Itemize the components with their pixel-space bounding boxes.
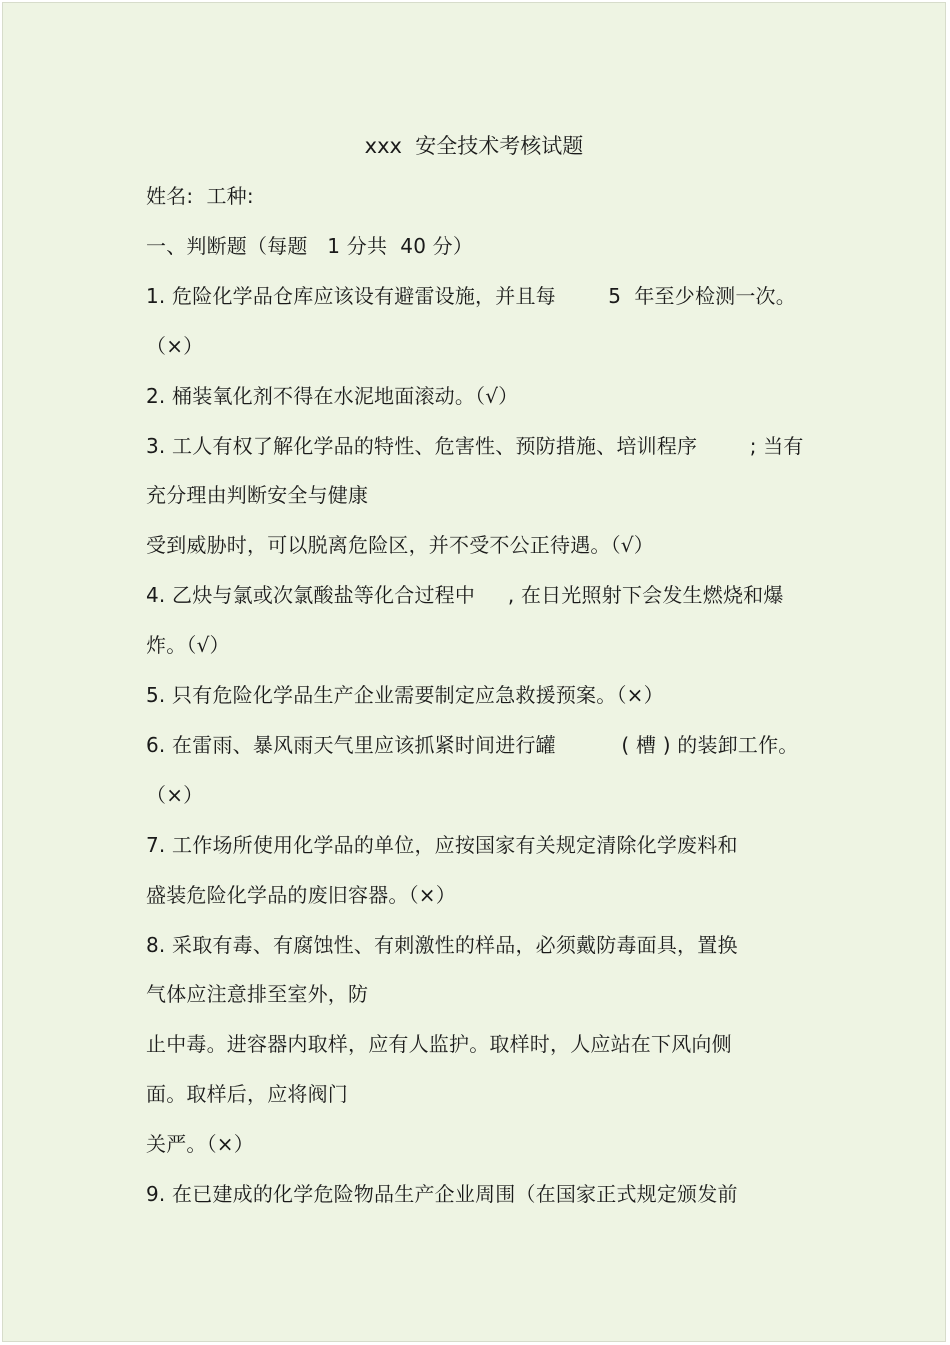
text-line: 姓名: 工种: (146, 184, 254, 208)
text-line: 盛装危险化学品的废旧容器。（×） (146, 882, 456, 907)
document-page (2, 2, 946, 1342)
text-line: 关严。（×） (146, 1132, 254, 1157)
text-line: （×） (146, 782, 204, 807)
text-line: 一、判断题（每题 1 分共 40 分） (146, 233, 474, 258)
text-line: 3. 工人有权了解化学品的特性、危害性、预防措施、培训程序 ; 当有 (146, 433, 804, 458)
text-line: 受到威胁时，可以脱离危险区，并不受不公正待遇。（√） (146, 533, 654, 558)
text-line: 气体应注意排至室外，防 (146, 982, 369, 1007)
text-line: 5. 只有危险化学品生产企业需要制定应急救援预案。（×） (146, 683, 664, 707)
text-line: 止中毒。进容器内取样，应有人监护。取样时，人应站在下风向侧 (146, 1032, 732, 1057)
text-line: 4. 乙炔与氯或次氯酸盐等化合过程中 , 在日光照射下会发生燃烧和爆 (146, 583, 784, 608)
document-title: xxx 安全技术考核试题 (364, 134, 584, 158)
text-line: 2. 桶装氧化剂不得在水泥地面滚动。（√） (146, 383, 519, 408)
text-line: 1. 危险化学品仓库应该设有避雷设施，并且每 5 年至少检测一次。 (146, 283, 796, 308)
text-line: 炸。（√） (146, 633, 230, 658)
text-line: 7. 工作场所使用化学品的单位，应按国家有关规定清除化学废料和 (146, 832, 738, 857)
text-line: 充分理由判断安全与健康 (146, 483, 369, 508)
text-line: 9. 在已建成的化学危险物品生产企业周围（在国家正式规定颁发前 (146, 1182, 738, 1206)
text-line: 6. 在雷雨、暴风雨天气里应该抓紧时间进行罐 ( 槽 ) 的装卸工作。 (146, 732, 799, 757)
text-line: 面。取样后，应将阀门 (146, 1082, 348, 1107)
text-line: （×） (146, 333, 204, 358)
text-line: 8. 采取有毒、有腐蚀性、有刺激性的样品，必须戴防毒面具，置换 (146, 932, 738, 957)
